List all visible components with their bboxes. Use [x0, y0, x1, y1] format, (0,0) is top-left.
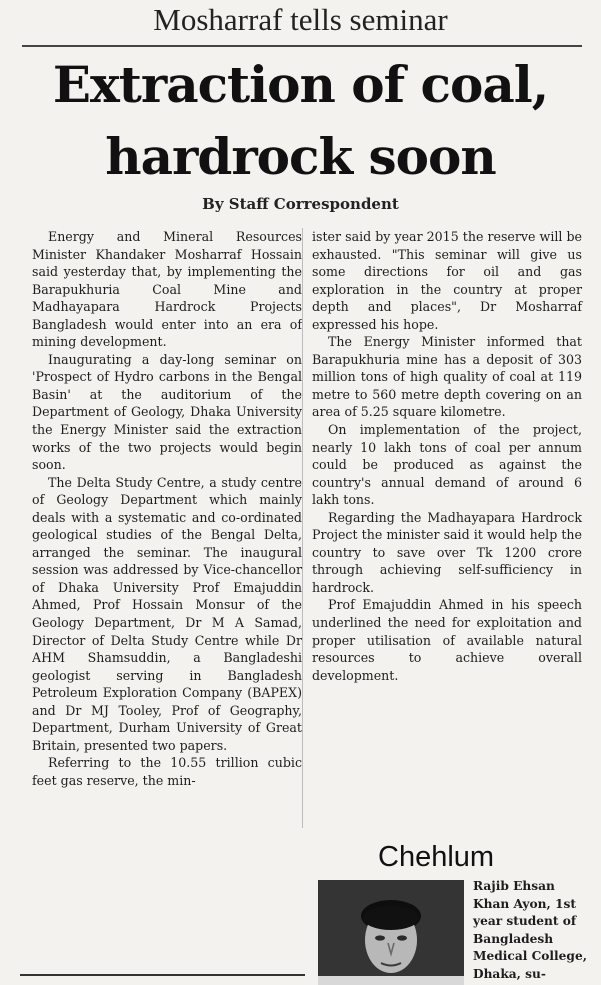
headline-line-1: Extraction of coal, [52, 55, 549, 114]
article-column-left [32, 228, 302, 985]
portrait-photo [318, 880, 464, 985]
article-paragraph: The Delta Study Centre, a study centre of Geology Department which mainly deals with a systematic and co-ordinated geological studies of the Bengal Delta, arranged the seminar. The inaugural session was addressed by Vice-chancellor of Dhaka University Prof Emajuddin Ahmed, Prof Hossain Monsur of the Geology Department, Dr M A Samad, Director of Delta Study Centre while Dr AHM Shamsuddin, a Bangladeshi geologist serving in Bangladesh Petroleum Exploration Company (BAPEX) and Dr MJ Tooley, Prof of Geography, Department, Durham University of Great Britain, presented two papers. [32, 474, 302, 753]
article-paragraph: On implementation of the project, nearly 10 lakh tons of coal per annum could be produced as against the country's annual demand of around 6 lakh tons. [312, 422, 582, 508]
person-portrait-icon [318, 880, 464, 985]
article-paragraph: Energy and Mineral Resources Minister Khandaker Mosharraf Hossain said yesterday that, by implementing the Barapukhuria Coal Mine and Madhayapara Hardrock Projects Bangladesh would enter into an era of mining development. [32, 229, 302, 350]
chehlum-text [473, 878, 595, 983]
headline-line-2: hardrock soon [105, 127, 496, 186]
column-divider [302, 228, 303, 828]
article-kicker: Mosharraf tells seminar [153, 2, 448, 37]
kicker-rule [22, 45, 582, 47]
chehlum-heading: Chehlum [378, 841, 495, 873]
article-column-right [312, 228, 582, 684]
article-paragraph: ister said by year 2015 the reserve will be exhausted. "This seminar will give us some directions for oil and gas exploration in the country at proper depth and places", Dr Mosharraf expressed his hope. [312, 229, 582, 332]
article-paragraph: The Energy Minister informed that Barapukhuria mine has a deposit of 303 million tons of high quality of coal at 119 metre to 560 metre depth covering on an area of 5.25 square kilometre. [312, 334, 582, 420]
byline: By Staff Correspondent [202, 195, 399, 213]
article-paragraph: Referring to the 10.55 trillion cubic feet gas reserve, the min- [32, 755, 302, 788]
chehlum-paragraph: Rajib Ehsan Khan Ayon, 1st year student of Bangladesh Medical College, Dhaka, su- [473, 879, 587, 981]
article-paragraph: Regarding the Madhayapara Hardrock Project the minister said it would help the country to save over Tk 1200 crore through achieving self-sufficiency in hardrock. [312, 509, 582, 595]
article-paragraph: Prof Emajuddin Ahmed in his speech underlined the need for exploitation and proper utilisation of available natural resources to achieve overall development. [312, 597, 582, 683]
article-paragraph: Inaugurating a day-long seminar on 'Prospect of Hydro carbons in the Bengal Basin' at the auditorium of the Department of Geology, Dhaka University the Energy Minister said the extraction works of the two projects would begin soon. [32, 351, 302, 473]
bottom-rule [20, 974, 305, 976]
